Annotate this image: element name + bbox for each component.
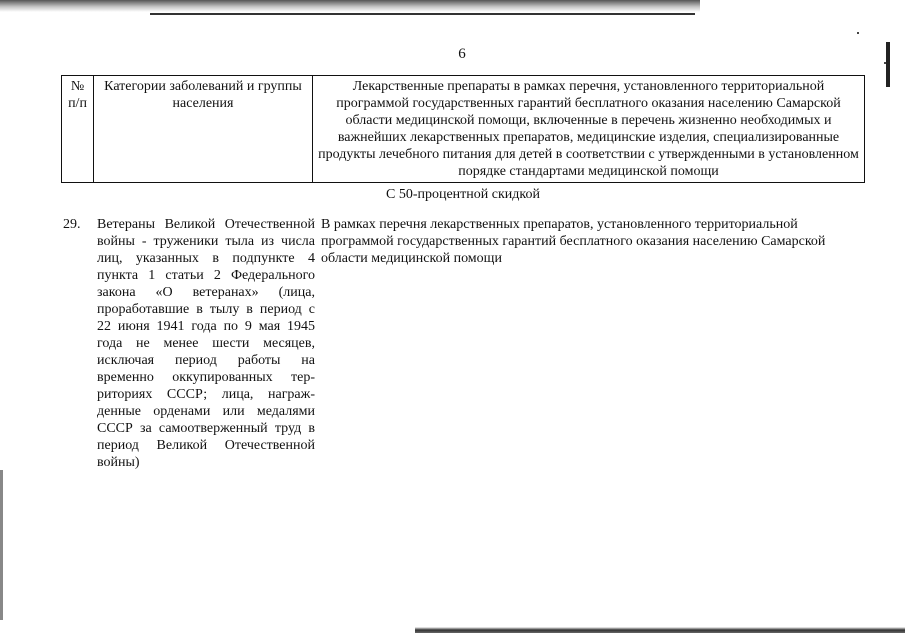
scan-speck [857,32,859,34]
header-number-column: № п/п [62,76,94,183]
scan-artifact-right [886,42,890,87]
scan-artifact-bottom [415,627,905,633]
scan-artifact-left [0,470,3,620]
table-header [61,75,865,183]
header-drugs-column: Лекарственные препараты в рамках перечня, установленного территориальной программой государственных гарантий бесплатного оказания населению Самарской области медицинской помощи, включенные в перечень жизненно необходимых и важнейших лекарственных препаратов, медицинские изделия, специализированные продукты лечебного питания для детей в соответствии с утвержденными в установленном порядке стандартами медицинской помощи [313,76,865,183]
row-category: Ветераны Великой Отечественной войны - труженики тыла из числа лиц, указанных в подпункте 4 пункта 1 статьи 2 Федерального закона «О ветеранах» (лица, проработавшие в тылу в период с 22 июня 1941 года по 9 мая 1945 года не менее шести месяцев, исключая период работы на временно оккупированных территориях СССР; лица, награжденные орденами или медалями СССР за самоотверженный труд в период Великой Отечественной войны) [97,217,315,470]
scan-artifact-top-line [150,13,695,15]
scan-speck [884,62,886,64]
row-drugs: В рамках перечня лекарственных препаратов, установленного территориальной программой государственных гарантий бесплатного оказания населению Самарской области медицинской помощи [321,217,826,266]
header-category-column: Категории заболеваний и группы населения [94,76,313,183]
table-header-row [62,76,865,183]
scan-artifact-top [0,0,700,12]
page-number: 6 [458,46,466,62]
row-number: 29. [63,217,81,232]
discount-section-heading: С 50-процентной скидкой [385,187,540,202]
